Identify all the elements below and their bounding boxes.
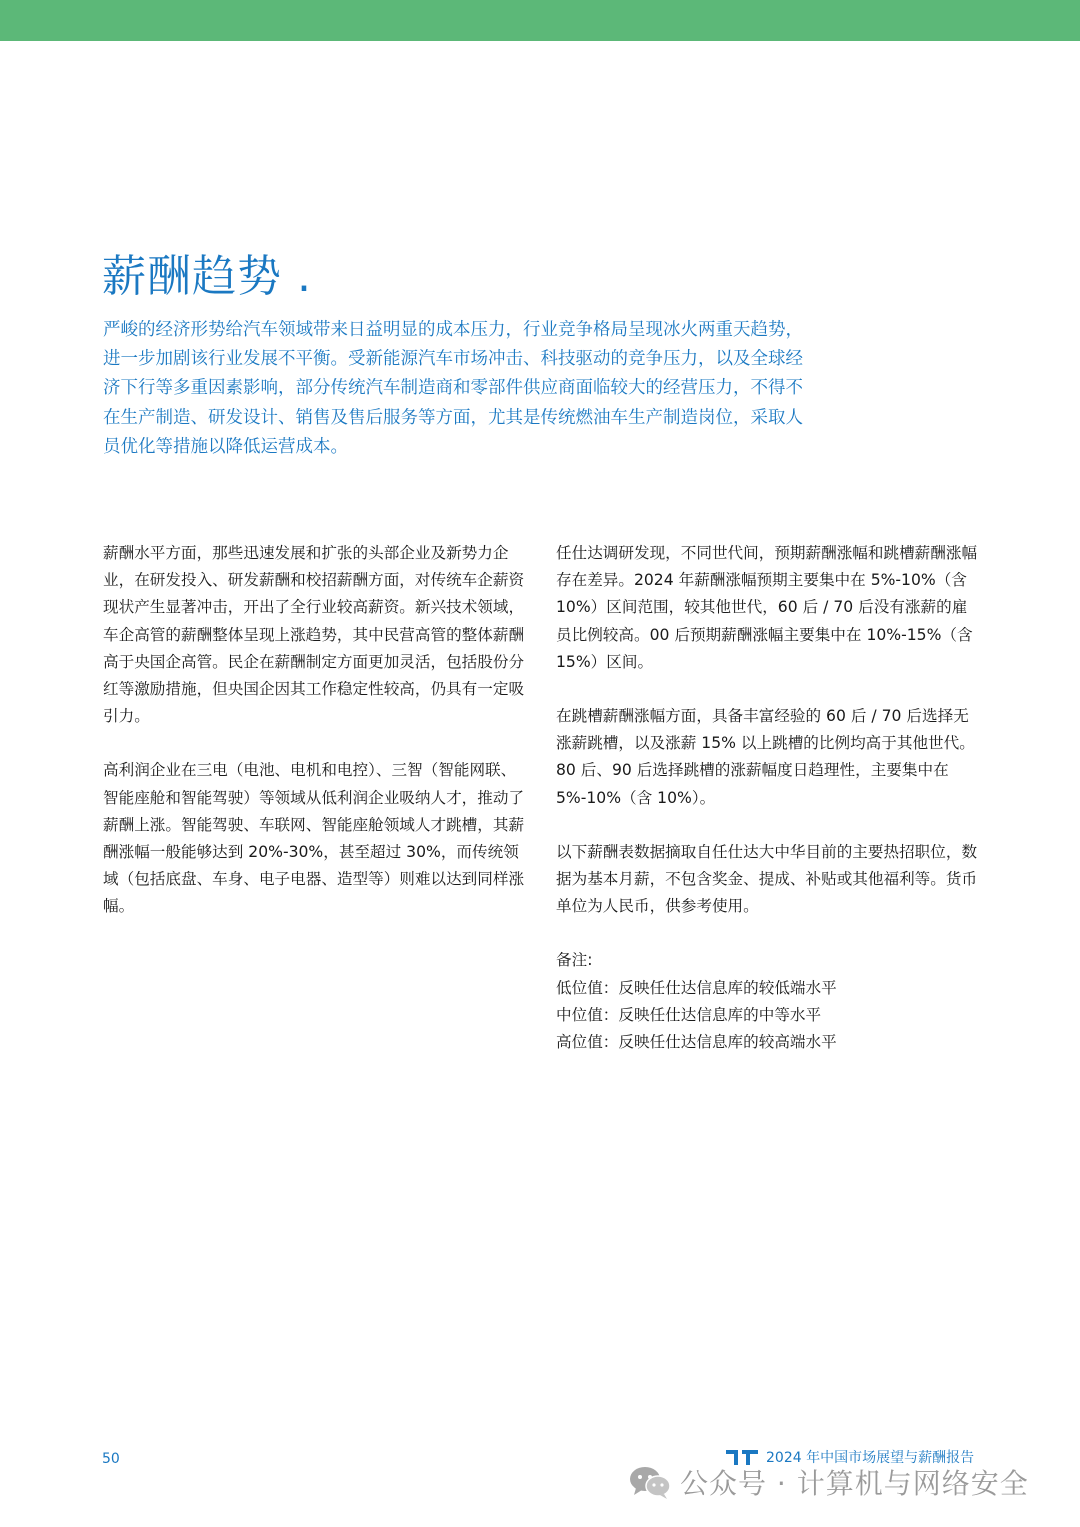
wechat-icon (628, 1464, 672, 1500)
left-column (103, 540, 528, 948)
watermark (628, 1462, 1029, 1502)
left-paragraph-1: 薪酬水平方面，那些迅速发展和扩张的头部企业及新势力企业，在研发投入、研发薪酬和校招薪酬方面，对传统车企薪资现状产生显著冲击，开出了全行业较高薪资。新兴技术领域，车企高管的薪酬整体呈现上涨趋势，其中民营高管的整体薪酬高于央国企高管。民企在薪酬制定方面更加灵活，包括股份分红等激励措施，但央国企因其工作稳定性较高，仍具有一定吸引力。 (103, 544, 525, 726)
watermark-text: 公众号 · 计算机与网络安全 (680, 1467, 1029, 1500)
note-low: 低位值：反映任仕达信息库的较低端水平 (556, 978, 837, 997)
report-title: 2024 年中国市场展望与薪酬报告 (766, 1450, 975, 1466)
note-mid: 中位值：反映任仕达信息库的中等水平 (556, 1005, 822, 1024)
page-title: 薪酬趋势 . (102, 251, 312, 303)
intro-paragraph: 严峻的经济形势给汽车领域带来日益明显的成本压力，行业竞争格局呈现冰火两重天趋势，进一步加剧该行业发展不平衡。受新能源汽车市场冲击、科技驱动的竞争压力，以及全球经济下行等多重因素影响，部分传统汽车制造商和零部件供应商面临较大的经营压力，不得不在生产制造、研发设计、销售及售后服务等方面，尤其是传统燃油车生产制造岗位，采取人员优化等措施以降低运营成本。 (103, 320, 803, 457)
top-color-bar (0, 0, 1080, 41)
page-number: 50 (102, 1451, 120, 1467)
notes-title: 备注: (556, 951, 593, 970)
right-column (556, 540, 981, 1056)
notes-block (556, 947, 981, 1056)
right-paragraph-3: 以下薪酬表数据摘取自任仕达大中华目前的主要热招职位，数据为基本月薪，不包含奖金、提成、补贴或其他福利等。货币单位为人民币，供参考使用。 (556, 842, 978, 916)
right-paragraph-2: 在跳槽薪酬涨幅方面，具备丰富经验的 60 后 / 70 后选择无涨薪跳槽，以及涨薪 15% 以上跳槽的比例均高于其他世代。80 后、90 后选择跳槽的涨薪幅度日趋理性，主要集中在 5%-10%（含 10%）。 (556, 707, 975, 807)
note-high: 高位值：反映任仕达信息库的较高端水平 (556, 1033, 837, 1052)
right-paragraph-1: 任仕达调研发现，不同世代间，预期薪酬涨幅和跳槽薪酬涨幅存在差异。2024 年薪酬涨幅预期主要集中在 5%-10%（含 10%）区间范围，较其他世代，60 后 / 70 后没有涨薪的雇员比例较高。00 后预期薪酬涨幅主要集中在 10%-15%（含 15%）区间。 (556, 544, 978, 671)
left-paragraph-2: 高利润企业在三电（电池、电机和电控）、三智（智能网联、智能座舱和智能驾驶）等领域从低利润企业吸纳人才，推动了薪酬上涨。智能驾驶、车联网、智能座舱领域人才跳槽，其薪酬涨幅一般能够达到 20%-30%，甚至超过 30%，而传统领域（包括底盘、车身、电子电器、造型等）则难以达到同样涨幅。 (103, 761, 525, 916)
